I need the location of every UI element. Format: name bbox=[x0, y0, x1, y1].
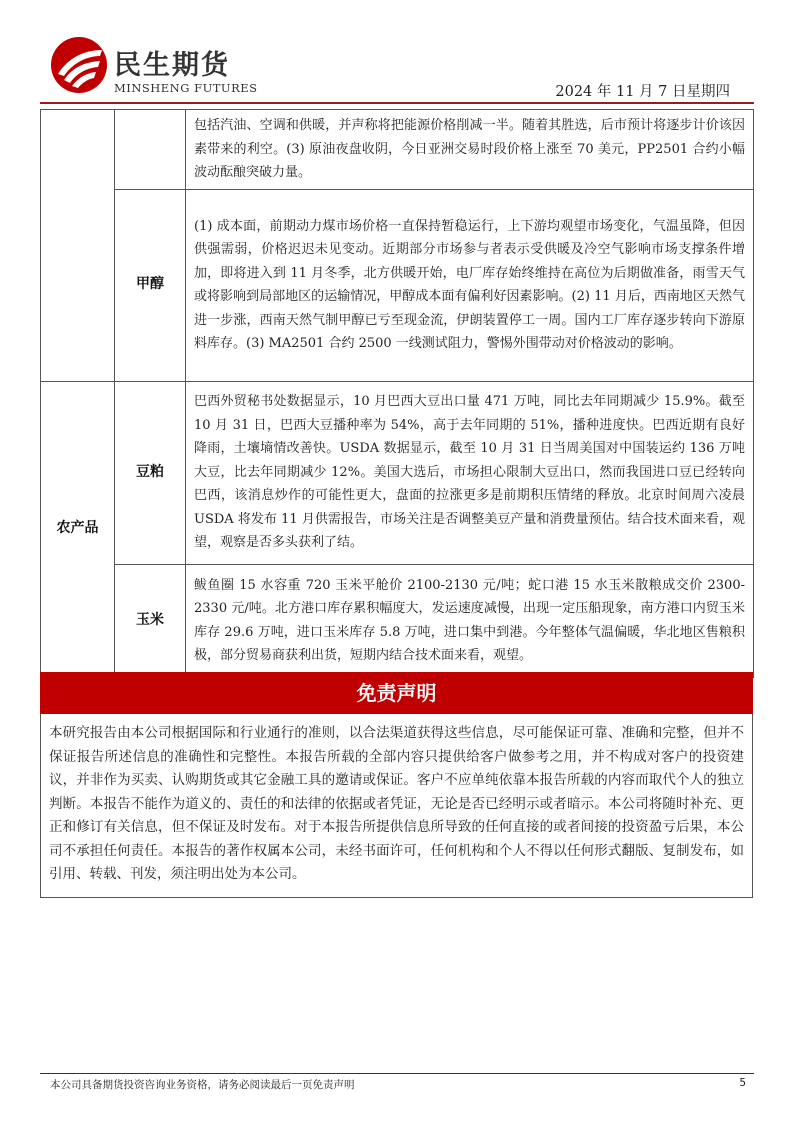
brand-name-cn: 民生期货 bbox=[114, 50, 230, 81]
product-cell: 豆粕 bbox=[115, 381, 186, 564]
table-row bbox=[41, 381, 754, 564]
product-cell: 玉米 bbox=[115, 564, 186, 677]
table-row bbox=[41, 564, 754, 677]
disclaimer-title: 免责声明 bbox=[40, 672, 753, 714]
analysis-text: (1) 成本面，前期动力煤市场价格一直保持暂稳运行，上下游均观望市场变化，气温虽降，但因供强需弱，价格迟迟未见变动。近期部分市场参与者表示受供暖及冷空气影响市场支撑条件增加，即将进入到 11 月冬季，北方供暖开始，电厂库存始终维持在高位为后期做准备，雨雪天气或将影响到局部地区的运输情况，甲醇成本面有偏利好因素影响。(2) 11 月后，西南地区天然气进一步涨，西南天然气制甲醇已亏至现金流，伊朗装置停工一周。国内工厂库存逐步转向下游原料库存。(3) MA2501 合约 2500 一线测试阻力，警惕外围带动对价格波动的影响。 bbox=[186, 189, 754, 381]
category-cell: 农产品 bbox=[41, 381, 115, 677]
footer-divider bbox=[40, 1073, 754, 1074]
report-date: 2024 年 11 月 7 日星期四 bbox=[555, 84, 730, 100]
product-cell: 甲醇 bbox=[115, 189, 186, 381]
product-cell bbox=[115, 110, 186, 190]
disclaimer-body: 本研究报告由本公司根据国际和行业通行的准则，以合法渠道获得这些信息，尽可能保证可靠、准确和完整，但并不保证报告所述信息的准确性和完整性。本报告所载的全部内容只提供给客户做参考之用，并不构成对客户的投资建议，并非作为买卖、认购期货或其它金融工具的邀请或保证。客户不应单纯依靠本报告所载的内容而取代个人的独立判断。本报告不能作为道义的、责任的和法律的依据或者凭证，无论是否已经明示或者暗示。本公司将随时补充、更正和修订有关信息，但不保证及时发布。对于本报告所提供信息所导致的任何直接的或者间接的投资盈亏后果，本公司不承担任何责任。本报告的著作权属本公司，未经书面许可，任何机构和个人不得以任何形式翻版、复制发布，如引用、转载、刊发，须注明出处为本公司。 bbox=[40, 714, 753, 898]
category-cell bbox=[41, 110, 115, 382]
analysis-text: 包括汽油、空调和供暖，并声称将把能源价格削减一半。随着其胜选，后市预计将逐步计价该因素带来的利空。(3) 原油夜盘收阴，今日亚洲交易时段价格上涨至 70 美元，PP2501 合约小幅波动酝酿突破力量。 bbox=[186, 110, 754, 190]
table-row bbox=[41, 110, 754, 190]
commodity-table bbox=[40, 109, 754, 678]
minsheng-logo-icon bbox=[50, 36, 108, 94]
table-row bbox=[41, 189, 754, 381]
analysis-text: 鲅鱼圈 15 水容重 720 玉米平舱价 2100-2130 元/吨；蛇口港 15 水玉米散粮成交价 2300-2330 元/吨。北方港口库存累积幅度大，发运速度减慢，出现一定压船现象，南方港口内贸玉米库存 29.6 万吨，进口玉米库存 5.8 万吨，进口集中到港。今年整体气温偏暖，华北地区售粮积极，部分贸易商获利出货，短期内结合技术面来看，观望。 bbox=[186, 564, 754, 677]
brand-name-en: MINSHENG FUTURES bbox=[114, 81, 258, 95]
analysis-text: 巴西外贸秘书处数据显示，10 月巴西大豆出口量 471 万吨，同比去年同期减少 15.9%。截至 10 月 31 日，巴西大豆播种率为 54%，高于去年同期的 51%，播种进度快。巴西近期有良好降雨，土壤墒情改善快。USDA 数据显示，截至 10 月 31 日当周美国对中国装运约 136 万吨大豆，比去年同期减少 12%。美国大选后，市场担心限制大豆出口，然而我国进口豆已经转向巴西，该消息炒作的可能性更大，盘面的拉涨更多是前期积压情绪的释放。北京时间周六凌晨 USDA 将发布 11 月供需报告，市场关注是否调整美豆产量和消费量预估。结合技术面来看，观望，观察是否多头获利了结。 bbox=[186, 381, 754, 564]
footer-note: 本公司具备期货投资咨询业务资格，请务必阅读最后一页免责声明 bbox=[50, 1079, 355, 1091]
page-number: 5 bbox=[739, 1077, 746, 1089]
header-divider bbox=[40, 102, 754, 104]
